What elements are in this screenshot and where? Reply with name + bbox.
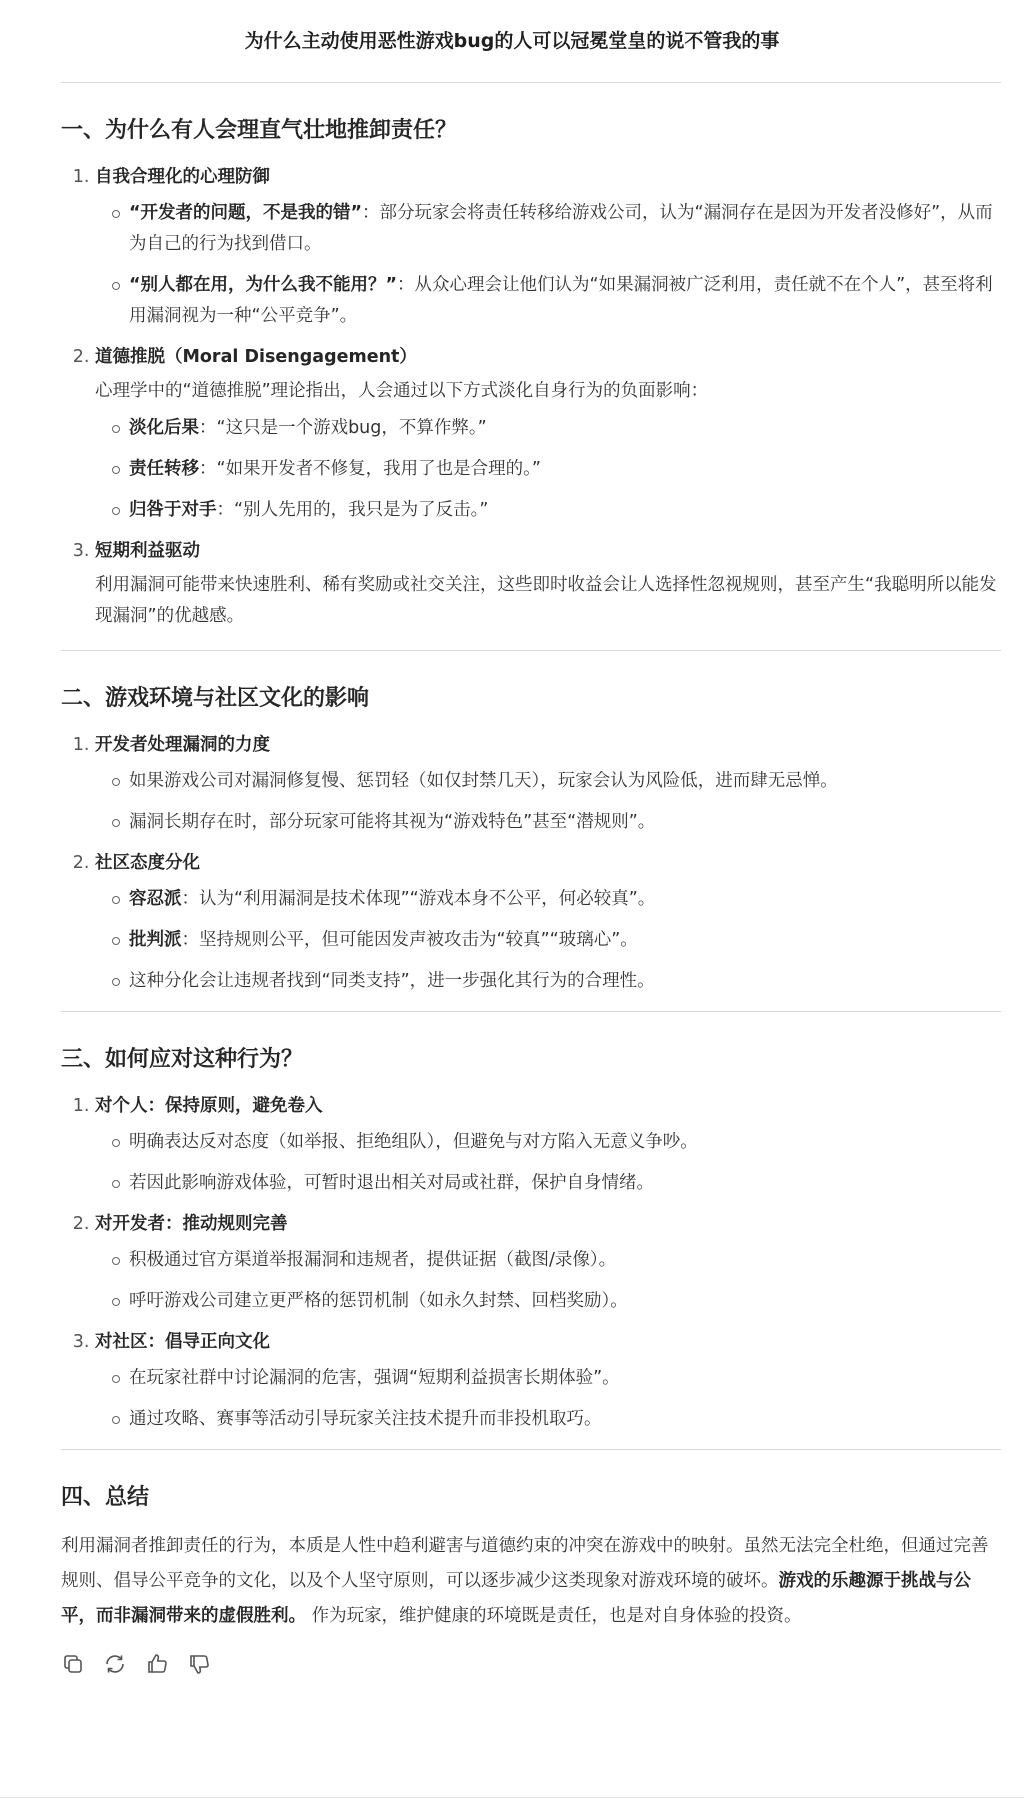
bullet-item (129, 966, 1001, 997)
bullet-bold: 归咎于对手 (129, 500, 217, 520)
item-title: 社区态度分化 (95, 853, 200, 873)
divider (61, 650, 1001, 651)
item-title: 自我合理化的心理防御 (95, 167, 270, 187)
bullet-text: ：“别人先用的，我只是为了反击。” (216, 500, 489, 520)
section-heading: 四、总结 (61, 1485, 150, 1510)
conversation-title: 为什么主动使用恶性游戏bug的人可以冠冕堂皇的说不管我的事 (244, 30, 780, 52)
summary-section (61, 1480, 1001, 1634)
bullet-bold: “别人都在用，为什么我不能用？” (129, 275, 398, 295)
section-heading: 三、如何应对这种行为？ (61, 1047, 304, 1072)
list-item (95, 342, 1001, 526)
bullet-item (129, 198, 1001, 260)
bullet-item (129, 270, 1001, 332)
bullet-text: ：部分玩家会将责任转移给游戏公司，认为“漏洞存在是因为开发者没修好”，从而为自己的行为找到借口。 (129, 203, 993, 254)
copy-icon[interactable] (61, 1652, 85, 1676)
bullet-bold: 容忍派 (129, 889, 182, 909)
item-title: 短期利益驱动 (95, 541, 200, 561)
list-item (95, 1091, 1001, 1199)
bullet-list (95, 198, 1001, 332)
list-item (95, 1209, 1001, 1317)
bullet-text: 呼吁游戏公司建立更严格的惩罚机制（如永久封禁、回档奖励）。 (129, 1291, 628, 1311)
list-item (95, 1327, 1001, 1435)
bullet-list (95, 884, 1001, 997)
bullet-text: 这种分化会让违规者找到“同类支持”，进一步强化其行为的合理性。 (129, 971, 655, 991)
bullet-item (129, 766, 1001, 797)
answer-content (61, 82, 1001, 1676)
list-item (95, 730, 1001, 838)
bullet-text: ：认为“利用漏洞是技术体现”“游戏本身不公平，何必较真”。 (181, 889, 656, 909)
bullet-text: ：从众心理会让他们认为“如果漏洞被广泛利用，责任就不在个人”，甚至将利用漏洞视为一种“公平竞争”。 (129, 275, 993, 326)
summary-text: 作为玩家，维护健康的环境既是责任，也是对自身体验的投资。 (306, 1606, 802, 1626)
ordered-list (61, 730, 1001, 997)
bullet-text: 明确表达反对态度（如举报、拒绝组队），但避免与对方陷入无意义争吵。 (129, 1132, 698, 1152)
bullet-text: 通过攻略、赛事等活动引导玩家关注技术提升而非投机取巧。 (129, 1409, 602, 1429)
thumbs-up-icon[interactable] (145, 1652, 169, 1676)
summary-text: 利用漏洞者推卸责任的行为，本质是人性中趋利避害与道德约束的冲突在游戏中的映射。虽然无法完全杜绝，但通过完善规则、倡导公平竞争的文化，以及个人坚守原则，可以逐步减少这类现象对游戏环境的破坏。 (61, 1536, 989, 1591)
thumbs-down-icon[interactable] (187, 1652, 211, 1676)
bullet-item (129, 1286, 1001, 1317)
item-description: 心理学中的“道德推脱”理论指出，人会通过以下方式淡化自身行为的负面影响： (95, 381, 709, 401)
section-heading: 二、游戏环境与社区文化的影响 (61, 686, 370, 711)
item-title: 对社区：倡导正向文化 (95, 1332, 270, 1352)
bullet-item (129, 1404, 1001, 1435)
item-title: 对个人：保持原则，避免卷入 (95, 1096, 323, 1116)
item-description: 利用漏洞可能带来快速胜利、稀有奖励或社交关注，这些即时收益会让人选择性忽视规则，甚至产生“我聪明所以能发现漏洞”的优越感。 (95, 575, 997, 626)
bullet-bold: 淡化后果 (129, 418, 199, 438)
bullet-bold: 批判派 (129, 930, 182, 950)
bullet-text: 在玩家社群中讨论漏洞的危害，强调“短期利益损害长期体验”。 (129, 1368, 620, 1388)
bullet-bold: 责任转移 (129, 459, 199, 479)
summary-bold: 游戏的乐趣源于挑战与公平，而非漏洞带来的虚假胜利。 (61, 1571, 971, 1626)
bullet-text: 若因此影响游戏体验，可暂时退出相关对局或社群，保护自身情绪。 (129, 1173, 654, 1193)
bullet-item (129, 807, 1001, 838)
bullet-text: 积极通过官方渠道举报漏洞和违规者，提供证据（截图/录像）。 (129, 1250, 617, 1270)
summary-paragraph (61, 1529, 1001, 1634)
bullet-item (129, 1363, 1001, 1394)
bullet-item (129, 1127, 1001, 1158)
bullet-text: ：坚持规则公平，但可能因发声被攻击为“较真”“玻璃心”。 (181, 930, 638, 950)
item-title: 对开发者：推动规则完善 (95, 1214, 288, 1234)
bullet-text: ：“这只是一个游戏bug，不算作弊。” (199, 418, 487, 438)
bullet-item (129, 454, 1001, 485)
bullet-list (95, 413, 1001, 526)
section-1 (61, 113, 1001, 632)
bullet-item (129, 925, 1001, 956)
bullet-text: 漏洞长期存在时，部分玩家可能将其视为“游戏特色”甚至“潜规则”。 (129, 812, 656, 832)
bullet-item (129, 1245, 1001, 1276)
divider (61, 1011, 1001, 1012)
divider (61, 1449, 1001, 1450)
section-heading: 一、为什么有人会理直气壮地推卸责任？ (61, 118, 458, 143)
list-item (95, 848, 1001, 997)
bullet-item (129, 495, 1001, 526)
bullet-list (95, 766, 1001, 838)
section-2 (61, 681, 1001, 997)
list-item (95, 536, 1001, 632)
bullet-list (95, 1127, 1001, 1199)
bullet-list (95, 1363, 1001, 1435)
bullet-item (129, 1168, 1001, 1199)
list-item (95, 162, 1001, 332)
item-title: 道德推脱（Moral Disengagement） (95, 347, 417, 367)
regenerate-icon[interactable] (103, 1652, 127, 1676)
section-3 (61, 1042, 1001, 1435)
divider (61, 82, 1001, 83)
ordered-list (61, 162, 1001, 632)
ordered-list (61, 1091, 1001, 1435)
bullet-text: ：“如果开发者不修复，我用了也是合理的。” (199, 459, 541, 479)
message-actions (61, 1652, 1001, 1676)
bullet-item (129, 884, 1001, 915)
item-title: 开发者处理漏洞的力度 (95, 735, 270, 755)
bullet-bold: “开发者的问题，不是我的错” (129, 203, 363, 223)
bullet-text: 如果游戏公司对漏洞修复慢、惩罚轻（如仅封禁几天），玩家会认为风险低，进而肆无忌惮。 (129, 771, 838, 791)
bullet-list (95, 1245, 1001, 1317)
bullet-item (129, 413, 1001, 444)
